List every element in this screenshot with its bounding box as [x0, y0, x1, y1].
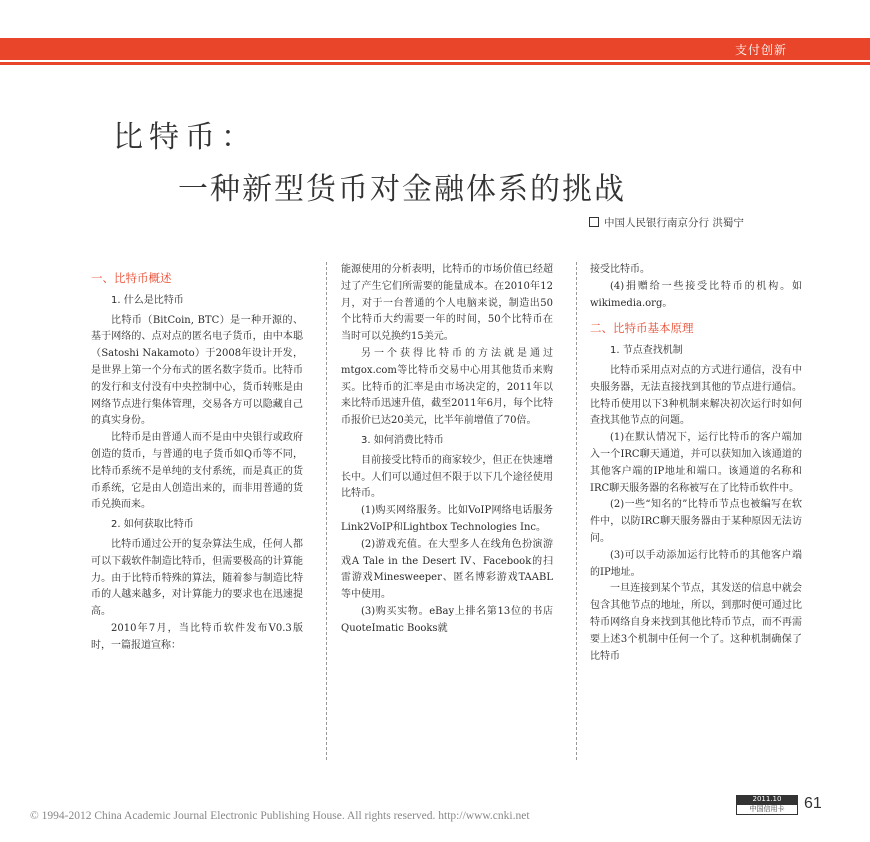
- text-column-2: [341, 262, 553, 638]
- square-bullet-icon: [589, 217, 599, 227]
- paragraph: 目前接受比特币的商家较少，但正在快速增长中。人们可以通过但不限于以下几个途径使用比特币。: [341, 454, 553, 500]
- subsection-heading: 3. 如何消费比特币: [361, 434, 444, 446]
- issue-label: [736, 795, 798, 815]
- subsection-heading: 1. 节点查找机制: [610, 345, 683, 357]
- column-divider: [326, 262, 327, 760]
- author-text: 中国人民银行南京分行 洪蜀宁: [604, 217, 744, 229]
- author-byline: [589, 215, 744, 230]
- section-heading: 二、比特币基本原理: [590, 321, 694, 336]
- paragraph: (1)在默认情况下，运行比特币的客户端加入一个IRC聊天通道，并可以获知加入该通道的其他客户端的IP地址和端口。该通道的名称和IRC聊天服务器的名称被写在了比特币软件中。: [590, 432, 802, 494]
- journal-name: 中国信用卡: [736, 804, 798, 815]
- copyright-notice: © 1994-2012 China Academic Journal Electronic Publishing House. All rights reserved. http://www.cnki.net: [30, 810, 530, 822]
- paragraph: (3)可以手动添加运行比特币的其他客户端的IP地址。: [590, 549, 802, 578]
- page-number: 61: [804, 795, 822, 812]
- section-heading: 一、比特币概述: [91, 271, 172, 285]
- subsection-heading: 1. 什么是比特币: [111, 294, 184, 306]
- paragraph: (4)捐赠给一些接受比特币的机构。如wikimedia.org。: [590, 280, 802, 309]
- paragraph: 比特币通过公开的复杂算法生成，任何人都可以下载软件制造比特币，但需要极高的计算能力。由于比特币特殊的算法，随着参与制造比特币的人越来越多，对计算能力的要求也在迅速提高。: [91, 538, 303, 618]
- paragraph: 比特币采用点对点的方式进行通信，没有中央服务器，无法直接找到其他的节点进行通信。比特币使用以下3种机制来解决初次运行时如何查找其他节点的问题。: [590, 364, 802, 427]
- header-rule: [0, 62, 870, 65]
- paragraph: 比特币是由普通人而不是由中央银行或政府创造的货币，与普通的电子货币如Q币等不同，比特币系统不是单纯的支付系统，而是真正的货币系统，它是由人创造出来的，而非用普通的货币兑换而来。: [91, 432, 303, 511]
- paragraph: 能源使用的分析表明，比特币的市场价值已经超过了产生它们所需要的能量成本。在2010年12月，对于一台普通的个人电脑来说，制造出50个比特币大约需要一年的时间，50个比特币在当时可以兑换约15美元。: [341, 264, 553, 343]
- brand-english: Payment Innovation: [690, 26, 795, 38]
- column-divider: [576, 262, 577, 760]
- paragraph: 比特币（BitCoin, BTC）是一种开源的、基于网络的、点对点的匿名电子货币，由中本聪（Satoshi Nakamoto）于2008年设计开发，是世界上第一个分布式的匿名数字货币。比特币的发行和支付没有中央控制中心，货币转账是由网络节点进行集体管理，交易各方可以隐藏自己的真实身份。: [91, 314, 303, 427]
- paragraph: (1)购买网络服务。比如VoIP网络电话服务Link2VoIP和Lightbox Technologies Inc。: [341, 505, 553, 533]
- paragraph: 接受比特币。: [590, 264, 650, 275]
- text-column-3: [590, 262, 802, 665]
- paragraph: (3)购买实物。eBay上排名第13位的书店QuoteImatic Books就: [341, 605, 553, 634]
- text-column-1: [91, 262, 303, 655]
- article-title-line2: 一种新型货币对金融体系的挑战: [178, 172, 626, 207]
- subsection-heading: 2. 如何获取比特币: [111, 519, 194, 531]
- article-title-line1: 比特币：: [113, 120, 257, 155]
- paragraph: 一旦连接到某个节点，其发送的信息中就会包含其他节点的地址，所以，到那时便可通过比特币网络自身来找到其他比特币节点，而不再需要上述3个机制中任何一个了。这种机制确保了比特币: [590, 583, 802, 662]
- issue-date: 2011.10: [736, 795, 798, 804]
- paragraph: (2)游戏充值。在大型多人在线角色扮演游戏A Tale in the Desert IV、Facebook的扫雷游戏Minesweeper、匿名博彩游戏TAABL等中使用。: [341, 538, 553, 601]
- brand-chinese: 支付创新: [735, 43, 788, 57]
- paragraph: 另一个获得比特币的方法就是通过mtgox.com等比特币交易中心用其他货币来购买。比特币的汇率是由市场决定的，2011年以来比特币迅速升值，截至2011年6月，每个比特币报价已达20美元，比半年前增值了70倍。: [341, 347, 553, 427]
- paragraph: 2010年7月，当比特币软件发布V0.3版时，一篇报道宣称：: [91, 622, 303, 651]
- paragraph: (2)一些“知名的”比特币节点也被编写在软件中，以防IRC聊天服务器由于某种原因无法访问。: [590, 499, 802, 544]
